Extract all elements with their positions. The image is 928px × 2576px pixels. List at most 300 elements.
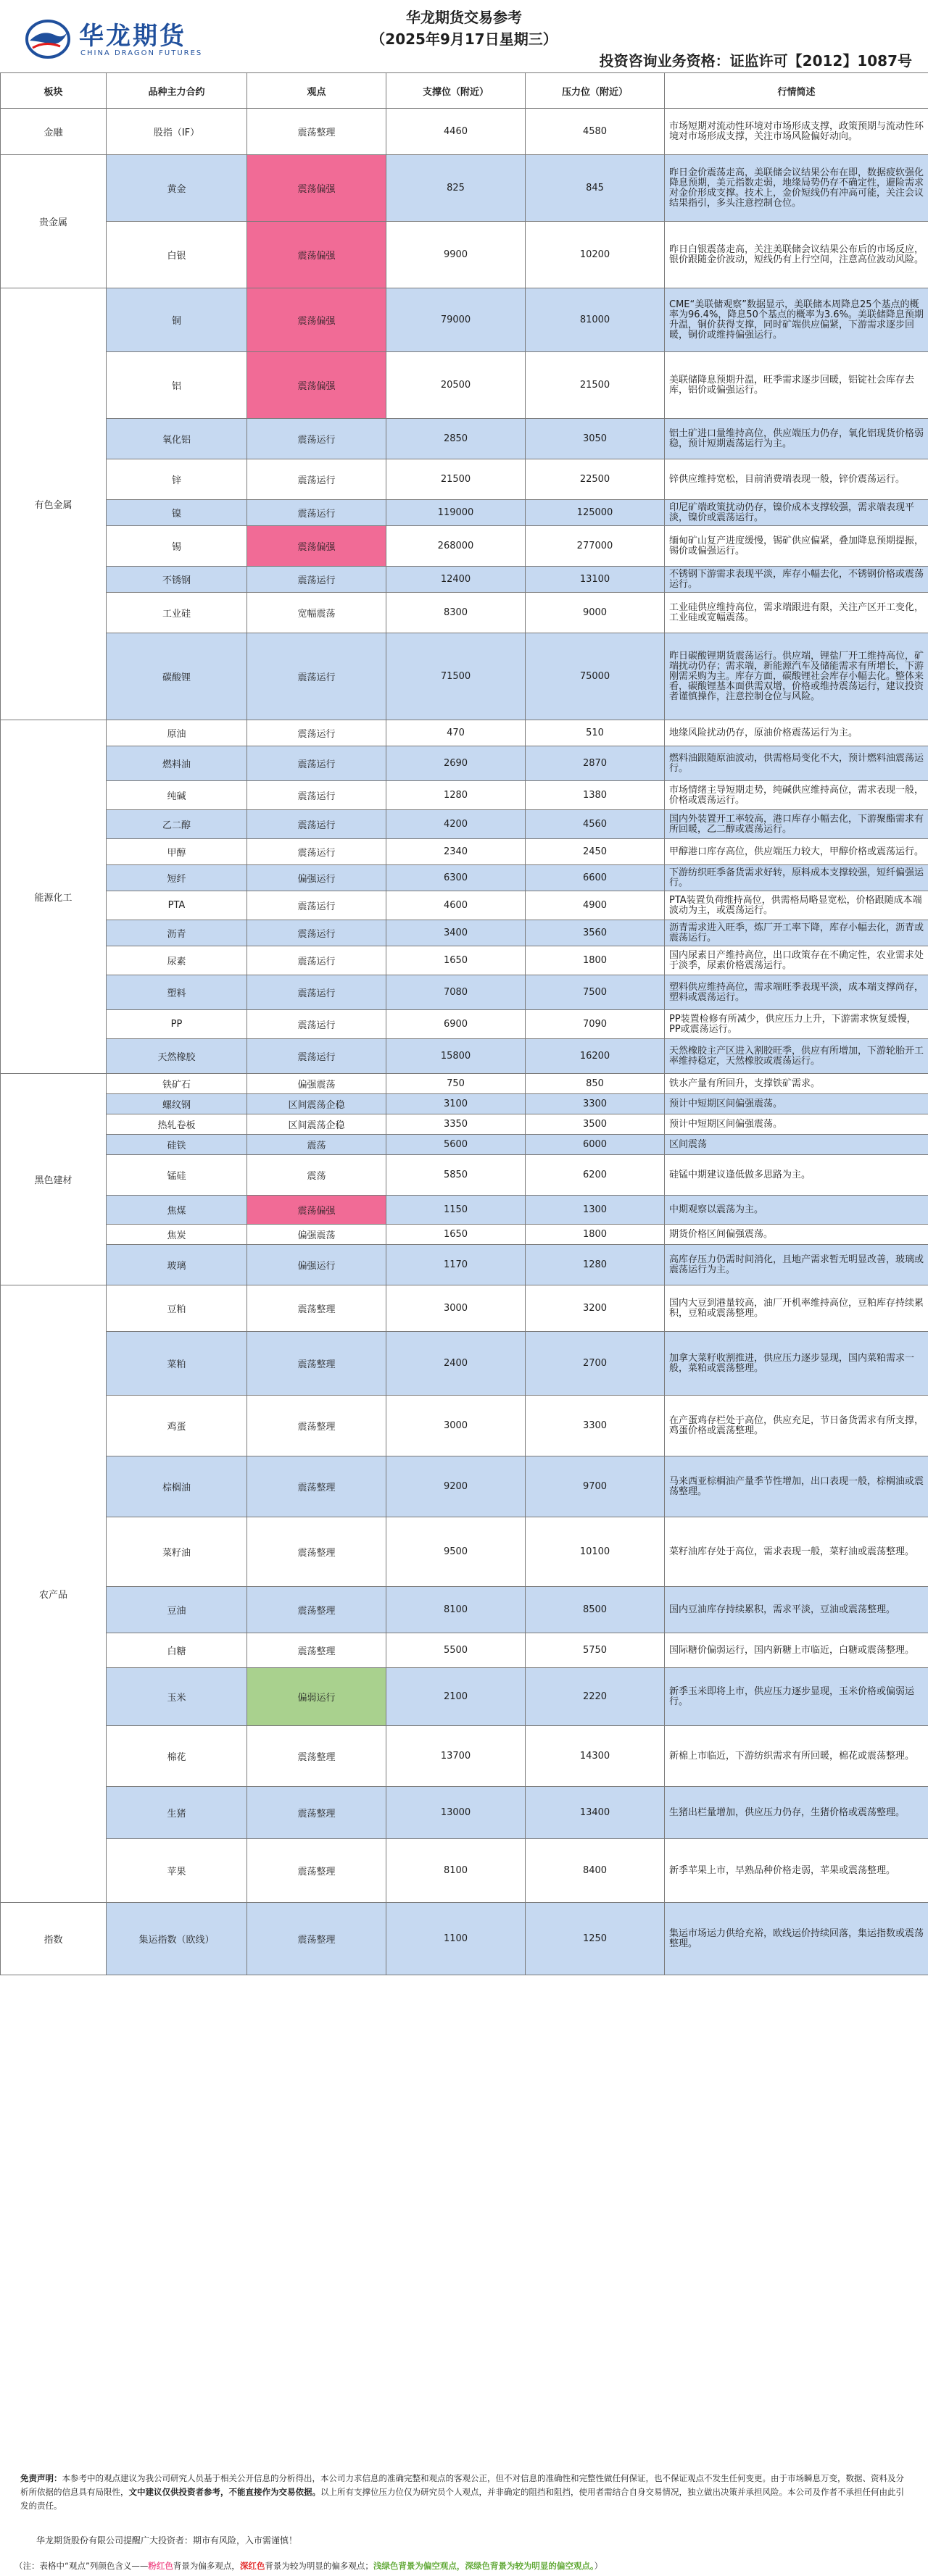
table-row <box>1 781 928 810</box>
view-cell: 震荡 <box>247 1135 386 1155</box>
support-cell: 3000 <box>386 1396 526 1456</box>
description-cell: 下游纺织旺季备货需求好转，原料成本支撑较强，短纤偏强运行。 <box>665 865 928 891</box>
table-row <box>1 946 928 975</box>
support-cell: 3000 <box>386 1285 526 1332</box>
disclaimer-label: 免责声明： <box>20 2473 62 2483</box>
contract-cell: 镍 <box>107 500 247 526</box>
description-cell: 马来西亚棕榈油产量季节性增加，出口表现一般，棕榈油或震荡整理。 <box>665 1456 928 1517</box>
header-sector: 板块 <box>1 73 107 109</box>
legend-green: 浅绿色背景为偏空观点，深绿色背景为较为明显的偏空观点。 <box>373 2561 594 2571</box>
contract-cell: 燃料油 <box>107 746 247 781</box>
view-cell: 震荡运行 <box>247 891 386 920</box>
contract-cell: 股指（IF） <box>107 109 247 155</box>
sector-cell: 指数 <box>1 1903 107 1975</box>
contract-cell: 白银 <box>107 222 247 288</box>
view-cell: 震荡偏强 <box>247 352 386 419</box>
table-row <box>1 1726 928 1787</box>
table-row <box>1 720 928 746</box>
view-cell: 震荡运行 <box>247 1039 386 1074</box>
logo-chinese-text: 华龙期货 <box>79 22 186 51</box>
description-cell: 加拿大菜籽收割推进，供应压力逐步显现，国内菜粕需求一般，菜粕或震荡整理。 <box>665 1332 928 1396</box>
resistance-cell: 850 <box>526 1074 665 1094</box>
view-cell: 震荡整理 <box>247 1787 386 1839</box>
resistance-cell: 1250 <box>526 1903 665 1975</box>
resistance-cell: 7500 <box>526 975 665 1010</box>
legend-suffix: ） <box>594 2561 603 2571</box>
contract-cell: 铜 <box>107 288 247 352</box>
resistance-cell: 4580 <box>526 109 665 155</box>
table-row <box>1 746 928 781</box>
support-cell: 8300 <box>386 593 526 633</box>
description-cell: 甲醇港口库存高位，供应端压力较大，甲醇价格或震荡运行。 <box>665 839 928 865</box>
resistance-cell: 2700 <box>526 1332 665 1396</box>
license-text: 投资咨询业务资格：证监许可【2012】1087号 <box>599 52 912 70</box>
table-row <box>1 891 928 920</box>
contract-cell: 铝 <box>107 352 247 419</box>
contract-cell: 螺纹钢 <box>107 1094 247 1114</box>
support-cell: 9900 <box>386 222 526 288</box>
table-row <box>1 633 928 720</box>
support-cell: 3350 <box>386 1114 526 1135</box>
resistance-cell: 13400 <box>526 1787 665 1839</box>
table-row <box>1 1517 928 1587</box>
view-cell: 震荡运行 <box>247 500 386 526</box>
resistance-cell: 1800 <box>526 946 665 975</box>
table-row <box>1 839 928 865</box>
resistance-cell: 1800 <box>526 1225 665 1245</box>
view-cell: 震荡整理 <box>247 1587 386 1633</box>
resistance-cell: 3300 <box>526 1396 665 1456</box>
table-row <box>1 865 928 891</box>
contract-cell: 乙二醇 <box>107 810 247 839</box>
support-cell: 1650 <box>386 946 526 975</box>
logo-english-text: CHINA DRAGON FUTURES <box>80 49 203 57</box>
description-cell: 新季苹果上市，早熟品种价格走弱，苹果或震荡整理。 <box>665 1839 928 1903</box>
resistance-cell: 125000 <box>526 500 665 526</box>
report-footer <box>0 2467 928 2576</box>
table-body <box>1 109 928 1975</box>
resistance-cell: 7090 <box>526 1010 665 1039</box>
table-row <box>1 920 928 946</box>
description-cell: CME“美联储观察”数据显示，美联储本周降息25个基点的概率为96.4%，降息50个基点的概率为3.6%。美联储降息预期升温，铜价获得支撑，同时矿端供应偏紧，下游需求逐步回暖，铜价或维持偏强运行。 <box>665 288 928 352</box>
resistance-cell: 277000 <box>526 526 665 567</box>
support-cell: 13000 <box>386 1787 526 1839</box>
view-cell: 震荡整理 <box>247 1396 386 1456</box>
support-cell: 1170 <box>386 1245 526 1285</box>
contract-cell: 豆粕 <box>107 1285 247 1332</box>
support-cell: 1280 <box>386 781 526 810</box>
description-cell: 生猪出栏量增加，供应压力仍存，生猪价格或震荡整理。 <box>665 1787 928 1839</box>
table-row <box>1 1039 928 1074</box>
header-support: 支撑位（附近） <box>386 73 526 109</box>
table-row <box>1 1839 928 1903</box>
contract-cell: 豆油 <box>107 1587 247 1633</box>
view-cell: 震荡 <box>247 1155 386 1196</box>
table-row <box>1 1094 928 1114</box>
disclaimer <box>20 2472 908 2513</box>
view-cell: 震荡整理 <box>247 1285 386 1332</box>
view-cell: 震荡运行 <box>247 781 386 810</box>
contract-cell: 天然橡胶 <box>107 1039 247 1074</box>
resistance-cell: 10200 <box>526 222 665 288</box>
contract-cell: 黄金 <box>107 155 247 222</box>
table-row <box>1 1135 928 1155</box>
view-cell: 震荡运行 <box>247 567 386 593</box>
contract-cell: 原油 <box>107 720 247 746</box>
resistance-cell: 10100 <box>526 1517 665 1587</box>
description-cell: 铝土矿进口量维持高位，供应端压力仍存，氧化铝现货价格弱稳，预计短期震荡运行为主。 <box>665 419 928 459</box>
description-cell: 国内大豆到港量较高，油厂开机率维持高位，豆粕库存持续累积，豆粕或震荡整理。 <box>665 1285 928 1332</box>
risk-reminder: 华龙期货股份有限公司提醒广大投资者：期市有风险，入市需谨慎！ <box>36 2535 298 2546</box>
contract-cell: 甲醇 <box>107 839 247 865</box>
view-cell: 震荡偏强 <box>247 222 386 288</box>
contract-cell: PP <box>107 1010 247 1039</box>
reference-table <box>0 72 928 1975</box>
resistance-cell: 3500 <box>526 1114 665 1135</box>
contract-cell: 塑料 <box>107 975 247 1010</box>
support-cell: 825 <box>386 155 526 222</box>
view-cell: 震荡整理 <box>247 1839 386 1903</box>
support-cell: 750 <box>386 1074 526 1094</box>
header-resistance: 压力位（附近） <box>526 73 665 109</box>
table-row <box>1 1456 928 1517</box>
table-row <box>1 1587 928 1633</box>
view-cell: 震荡整理 <box>247 1332 386 1396</box>
table-row <box>1 1196 928 1225</box>
view-cell: 偏强运行 <box>247 1245 386 1285</box>
legend-pink-text: 背景为偏多观点， <box>173 2561 240 2571</box>
sector-cell: 黑色建材 <box>1 1074 107 1285</box>
description-cell: 新棉上市临近，下游纺织需求有所回暖，棉花或震荡整理。 <box>665 1726 928 1787</box>
resistance-cell: 510 <box>526 720 665 746</box>
description-cell: 塑料供应维持高位，需求端旺季表现平淡，成本端支撑尚存，塑料或震荡运行。 <box>665 975 928 1010</box>
table-row <box>1 109 928 155</box>
table-row <box>1 1633 928 1668</box>
support-cell: 1150 <box>386 1196 526 1225</box>
resistance-cell: 22500 <box>526 459 665 500</box>
view-cell: 震荡整理 <box>247 1633 386 1668</box>
sector-cell: 金融 <box>1 109 107 155</box>
table-row <box>1 222 928 288</box>
resistance-cell: 14300 <box>526 1726 665 1787</box>
description-cell: 工业硅供应维持高位，需求端跟进有限，关注产区开工变化，工业硅或宽幅震荡。 <box>665 593 928 633</box>
contract-cell: 铁矿石 <box>107 1074 247 1094</box>
contract-cell: 短纤 <box>107 865 247 891</box>
resistance-cell: 3200 <box>526 1285 665 1332</box>
table-row <box>1 1332 928 1396</box>
table-row <box>1 459 928 500</box>
view-cell: 震荡整理 <box>247 1903 386 1975</box>
resistance-cell: 6200 <box>526 1155 665 1196</box>
support-cell: 13700 <box>386 1726 526 1787</box>
contract-cell: 棕榈油 <box>107 1456 247 1517</box>
table-row <box>1 526 928 567</box>
description-cell: 国际糖价偏弱运行，国内新糖上市临近，白糖或震荡整理。 <box>665 1633 928 1668</box>
view-cell: 震荡偏强 <box>247 155 386 222</box>
disclaimer-text: 本参考中的观点建议为我公司研究人员基于相关公开信息的分析得出，本公司力求信息的准确完整和观点的客观公正，但不对信息的准确性和完整性做任何保证，也不保证观点不发生任何变更。由于市场瞬息万变，数据、资料及分析所依据的信息具有局限性， <box>20 2473 904 2497</box>
support-cell: 2850 <box>386 419 526 459</box>
description-cell: 高库存压力仍需时间消化，且地产需求暂无明显改善，玻璃或震荡运行为主。 <box>665 1245 928 1285</box>
support-cell: 71500 <box>386 633 526 720</box>
view-cell: 区间震荡企稳 <box>247 1094 386 1114</box>
description-cell: 新季玉米即将上市，供应压力逐步显现，玉米价格或偏弱运行。 <box>665 1668 928 1726</box>
description-cell: 预计中短期区间偏强震荡。 <box>665 1114 928 1135</box>
support-cell: 2400 <box>386 1332 526 1396</box>
table-row <box>1 1903 928 1975</box>
legend-prefix: （注：表格中“观点”列颜色含义—— <box>14 2561 149 2571</box>
color-legend <box>14 2560 602 2572</box>
resistance-cell: 81000 <box>526 288 665 352</box>
view-cell: 震荡运行 <box>247 459 386 500</box>
view-cell: 震荡运行 <box>247 746 386 781</box>
view-cell: 震荡运行 <box>247 720 386 746</box>
table-row <box>1 1285 928 1332</box>
view-cell: 区间震荡企稳 <box>247 1114 386 1135</box>
view-cell: 震荡偏强 <box>247 526 386 567</box>
support-cell: 2340 <box>386 839 526 865</box>
description-cell: 锌供应维持宽松，目前消费端表现一般，锌价震荡运行。 <box>665 459 928 500</box>
view-cell: 偏强震荡 <box>247 1074 386 1094</box>
table-row <box>1 1225 928 1245</box>
support-cell: 268000 <box>386 526 526 567</box>
resistance-cell: 2870 <box>526 746 665 781</box>
resistance-cell: 6000 <box>526 1135 665 1155</box>
report-header <box>0 0 928 72</box>
resistance-cell: 4560 <box>526 810 665 839</box>
view-cell: 震荡运行 <box>247 810 386 839</box>
resistance-cell: 3300 <box>526 1094 665 1114</box>
table-row <box>1 288 928 352</box>
view-cell: 震荡运行 <box>247 975 386 1010</box>
view-cell: 震荡偏强 <box>247 288 386 352</box>
resistance-cell: 6600 <box>526 865 665 891</box>
table-row <box>1 975 928 1010</box>
resistance-cell: 75000 <box>526 633 665 720</box>
support-cell: 6300 <box>386 865 526 891</box>
contract-cell: 菜籽油 <box>107 1517 247 1587</box>
resistance-cell: 9700 <box>526 1456 665 1517</box>
resistance-cell: 3050 <box>526 419 665 459</box>
resistance-cell: 3560 <box>526 920 665 946</box>
contract-cell: 棉花 <box>107 1726 247 1787</box>
contract-cell: 玉米 <box>107 1668 247 1726</box>
description-cell: 不锈钢下游需求表现平淡，库存小幅去化，不锈钢价格或震荡运行。 <box>665 567 928 593</box>
view-cell: 震荡偏强 <box>247 1196 386 1225</box>
description-cell: 期货价格区间偏强震荡。 <box>665 1225 928 1245</box>
support-cell: 1100 <box>386 1903 526 1975</box>
description-cell: 国内尿素日产维持高位，出口政策存在不确定性，农业需求处于淡季，尿素价格震荡运行。 <box>665 946 928 975</box>
resistance-cell: 1300 <box>526 1196 665 1225</box>
table-row <box>1 419 928 459</box>
table-row <box>1 567 928 593</box>
contract-cell: 沥青 <box>107 920 247 946</box>
contract-cell: 纯碱 <box>107 781 247 810</box>
support-cell: 119000 <box>386 500 526 526</box>
support-cell: 15800 <box>386 1039 526 1074</box>
support-cell: 7080 <box>386 975 526 1010</box>
view-cell: 偏强震荡 <box>247 1225 386 1245</box>
support-cell: 9200 <box>386 1456 526 1517</box>
resistance-cell: 2220 <box>526 1668 665 1726</box>
description-cell: 缅甸矿山复产进度缓慢，锡矿供应偏紧，叠加降息预期提振，锡价或偏强运行。 <box>665 526 928 567</box>
view-cell: 震荡运行 <box>247 920 386 946</box>
contract-cell: 焦煤 <box>107 1196 247 1225</box>
sector-cell: 农产品 <box>1 1285 107 1903</box>
description-cell: 区间震荡 <box>665 1135 928 1155</box>
description-cell: 铁水产量有所回升，支撑铁矿需求。 <box>665 1074 928 1094</box>
description-cell: PTA装置负荷维持高位，供需格局略显宽松，价格跟随成本端波动为主，或震荡运行。 <box>665 891 928 920</box>
header-description: 行情简述 <box>665 73 928 109</box>
description-cell: 国内外装置开工率较高，港口库存小幅去化，下游聚酯需求有所回暖，乙二醇或震荡运行。 <box>665 810 928 839</box>
contract-cell: 玻璃 <box>107 1245 247 1285</box>
contract-cell: 硅铁 <box>107 1135 247 1155</box>
report-title: 华龙期货交易参考 <box>406 9 522 26</box>
sector-cell: 有色金属 <box>1 288 107 720</box>
table-row <box>1 1245 928 1285</box>
view-cell: 震荡运行 <box>247 839 386 865</box>
support-cell: 2100 <box>386 1668 526 1726</box>
table-row <box>1 1114 928 1135</box>
support-cell: 2690 <box>386 746 526 781</box>
contract-cell: 碳酸锂 <box>107 633 247 720</box>
resistance-cell: 1380 <box>526 781 665 810</box>
description-cell: 地缘风险扰动仍存，原油价格震荡运行为主。 <box>665 720 928 746</box>
view-cell: 震荡整理 <box>247 1517 386 1587</box>
resistance-cell: 845 <box>526 155 665 222</box>
legend-red: 深红色 <box>239 2561 265 2571</box>
contract-cell: 白糖 <box>107 1633 247 1668</box>
contract-cell: 氧化铝 <box>107 419 247 459</box>
support-cell: 79000 <box>386 288 526 352</box>
contract-cell: 不锈钢 <box>107 567 247 593</box>
contract-cell: 锌 <box>107 459 247 500</box>
description-cell: 昨日白银震荡走高，关注美联储会议结果公布后的市场反应，银价跟随金价波动，短线仍有上行空间，注意高位波动风险。 <box>665 222 928 288</box>
contract-cell: 苹果 <box>107 1839 247 1903</box>
table-row <box>1 1787 928 1839</box>
description-cell: 燃料油跟随原油波动，供需格局变化不大，预计燃料油震荡运行。 <box>665 746 928 781</box>
disclaimer-text-2: 以上所有支撑位压力位仅为研究员个人观点，并非确定的阻挡和阻挡，使用者需结合自身交易情况，独立做出决策并承担风险。本公司及作者不承担任何由此引发的责任。 <box>20 2487 904 2511</box>
support-cell: 3400 <box>386 920 526 946</box>
description-cell: 硅锰中期建议逢低做多思路为主。 <box>665 1155 928 1196</box>
support-cell: 5500 <box>386 1633 526 1668</box>
sector-cell: 能源化工 <box>1 720 107 1074</box>
resistance-cell: 5750 <box>526 1633 665 1668</box>
contract-cell: 锰硅 <box>107 1155 247 1196</box>
disclaimer-bold: 文中建议仅供投资者参考，不能直接作为交易依据。 <box>128 2487 320 2497</box>
support-cell: 9500 <box>386 1517 526 1587</box>
support-cell: 6900 <box>386 1010 526 1039</box>
contract-cell: 集运指数（欧线） <box>107 1903 247 1975</box>
support-cell: 470 <box>386 720 526 746</box>
table-row <box>1 1396 928 1456</box>
support-cell: 4460 <box>386 109 526 155</box>
resistance-cell: 8500 <box>526 1587 665 1633</box>
view-cell: 震荡整理 <box>247 1456 386 1517</box>
description-cell: 昨日金价震荡走高，美联储会议结果公布在即，数据疲软强化降息预期，美元指数走弱，地缘局势仍存不确定性，避险需求对金价形成支撑。技术上，金价短线仍有冲高可能，关注会议结果指引，多头注意控制仓位。 <box>665 155 928 222</box>
header-view: 观点 <box>247 73 386 109</box>
table-row <box>1 810 928 839</box>
contract-cell: 热轧卷板 <box>107 1114 247 1135</box>
table-row <box>1 155 928 222</box>
contract-cell: 锡 <box>107 526 247 567</box>
view-cell: 震荡运行 <box>247 633 386 720</box>
resistance-cell: 9000 <box>526 593 665 633</box>
resistance-cell: 16200 <box>526 1039 665 1074</box>
header-contract: 品种主力合约 <box>107 73 247 109</box>
report-date: （2025年9月17日星期三） <box>370 30 558 48</box>
legend-red-text: 背景为较为明显的偏多观点； <box>265 2561 373 2571</box>
description-cell: 印尼矿端政策扰动仍存，镍价成本支撑较强，需求端表现平淡，镍价或震荡运行。 <box>665 500 928 526</box>
table-row <box>1 1074 928 1094</box>
description-cell: 预计中短期区间偏强震荡。 <box>665 1094 928 1114</box>
contract-cell: 菜粕 <box>107 1332 247 1396</box>
support-cell: 4200 <box>386 810 526 839</box>
table-row <box>1 500 928 526</box>
support-cell: 12400 <box>386 567 526 593</box>
table-row <box>1 1668 928 1726</box>
description-cell: PP装置检修有所减少，供应压力上升，下游需求恢复缓慢，PP或震荡运行。 <box>665 1010 928 1039</box>
resistance-cell: 1280 <box>526 1245 665 1285</box>
table-row <box>1 1010 928 1039</box>
description-cell: 菜籽油库存处于高位，需求表现一般，菜籽油或震荡整理。 <box>665 1517 928 1587</box>
description-cell: 在产蛋鸡存栏处于高位，供应充足，节日备货需求有所支撑，鸡蛋价格或震荡整理。 <box>665 1396 928 1456</box>
description-cell: 国内豆油库存持续累积，需求平淡，豆油或震荡整理。 <box>665 1587 928 1633</box>
description-cell: 天然橡胶主产区进入割胶旺季，供应有所增加，下游轮胎开工率维持稳定，天然橡胶或震荡运行。 <box>665 1039 928 1074</box>
contract-cell: 生猪 <box>107 1787 247 1839</box>
support-cell: 8100 <box>386 1839 526 1903</box>
description-cell: 昨日碳酸锂期货震荡运行。供应端，锂盐厂开工维持高位，矿端扰动仍存；需求端，新能源汽车及储能需求有所增长，下游刚需采购为主。库存方面，碳酸锂社会库存小幅去化。整体来看，碳酸锂基本面供需双增，价格或维持震荡运行，建议投资者谨慎操作，注意控制仓位与风险。 <box>665 633 928 720</box>
view-cell: 宽幅震荡 <box>247 593 386 633</box>
description-cell: 市场情绪主导短期走势，纯碱供应维持高位，需求表现一般，价格或震荡运行。 <box>665 781 928 810</box>
support-cell: 21500 <box>386 459 526 500</box>
table-row <box>1 1155 928 1196</box>
contract-cell: 尿素 <box>107 946 247 975</box>
table-row <box>1 593 928 633</box>
view-cell: 震荡整理 <box>247 109 386 155</box>
view-cell: 震荡运行 <box>247 1010 386 1039</box>
support-cell: 20500 <box>386 352 526 419</box>
contract-cell: PTA <box>107 891 247 920</box>
view-cell: 震荡整理 <box>247 1726 386 1787</box>
description-cell: 美联储降息预期升温，旺季需求逐步回暖，铝锭社会库存去库，铝价或偏强运行。 <box>665 352 928 419</box>
resistance-cell: 8400 <box>526 1839 665 1903</box>
support-cell: 1650 <box>386 1225 526 1245</box>
description-cell: 中期观察以震荡为主。 <box>665 1196 928 1225</box>
view-cell: 震荡运行 <box>247 946 386 975</box>
view-cell: 偏强运行 <box>247 865 386 891</box>
view-cell: 偏弱运行 <box>247 1668 386 1726</box>
table-header-row <box>1 73 928 109</box>
view-cell: 震荡运行 <box>247 419 386 459</box>
legend-pink: 粉红色 <box>148 2561 173 2571</box>
resistance-cell: 4900 <box>526 891 665 920</box>
support-cell: 3100 <box>386 1094 526 1114</box>
support-cell: 4600 <box>386 891 526 920</box>
description-cell: 市场短期对流动性环境对市场形成支撑，政策预期与流动性环境对市场形成支撑，关注市场风险偏好动向。 <box>665 109 928 155</box>
resistance-cell: 21500 <box>526 352 665 419</box>
description-cell: 集运市场运力供给充裕，欧线运价持续回落，集运指数或震荡整理。 <box>665 1903 928 1975</box>
table-row <box>1 352 928 419</box>
resistance-cell: 2450 <box>526 839 665 865</box>
contract-cell: 鸡蛋 <box>107 1396 247 1456</box>
support-cell: 5600 <box>386 1135 526 1155</box>
support-cell: 5850 <box>386 1155 526 1196</box>
support-cell: 8100 <box>386 1587 526 1633</box>
resistance-cell: 13100 <box>526 567 665 593</box>
description-cell: 沥青需求进入旺季，炼厂开工率下降，库存小幅去化，沥青或震荡运行。 <box>665 920 928 946</box>
sector-cell: 贵金属 <box>1 155 107 288</box>
contract-cell: 工业硅 <box>107 593 247 633</box>
